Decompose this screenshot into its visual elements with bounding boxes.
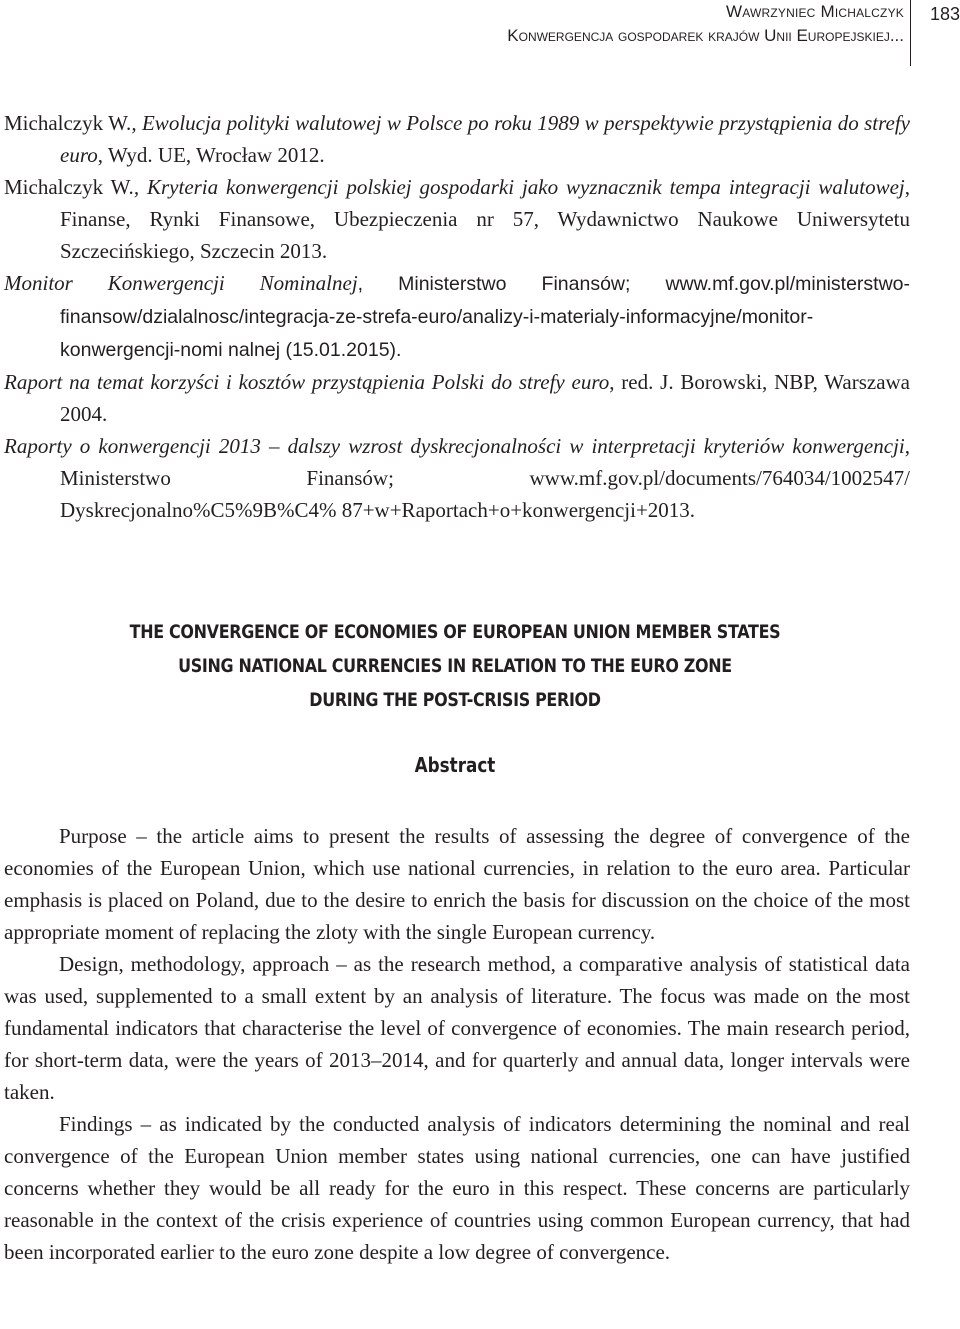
article-title — [73, 615, 837, 717]
page-number: 183 — [930, 4, 960, 24]
reference-item — [4, 107, 910, 171]
reference-title: , Kryteria konwergencji polskiej gospodarki jako wyznacznik tempa integracji walutowej — [133, 175, 905, 199]
header-running-title: Konwergencja gospodarek krajów Unii Europejskiej... — [507, 26, 904, 45]
reference-details: , Wyd. UE, Wrocław 2012. — [97, 143, 325, 167]
abstract-paragraph-purpose: Purpose – the article aims to present the results of assessing the degree of convergence of the economies of the European Union, which use national currencies, in relation to the euro area. Particular emphasis is placed on Poland, due to the desire to enrich the basis for discussion on the choice of the most appropriate moment of replacing the zloty with the single European currency. — [4, 824, 910, 944]
header-author: Wawrzyniec Michalczyk — [725, 2, 904, 21]
reference-item — [4, 171, 910, 267]
references-list — [4, 107, 910, 526]
reference-title: Monitor Konwergencji Nominalnej — [4, 271, 358, 295]
reference-details: , Finanse, Rynki Finansowe, Ubezpieczenia nr 57, Wydawnictwo Naukowe Uniwersytetu Szczecińskiego, Szczecin 2013. — [60, 175, 910, 263]
running-header — [0, 0, 960, 68]
abstract-heading: Abstract — [414, 753, 496, 777]
header-divider — [910, 0, 911, 66]
reference-details: , red. J. Borowski, NBP, Warszawa 2004. — [60, 370, 911, 426]
reference-item — [4, 430, 910, 526]
reference-title: Raporty o konwergencji 2013 – dalszy wzrost dyskrecjonalności w interpretacji kryteriów konwergencji — [4, 434, 905, 458]
reference-author: Michalczyk W. — [4, 111, 132, 135]
reference-title: , Ewolucja polityki walutowej w Polsce po roku 1989 w perspektywie przystąpienia do strefy euro — [60, 111, 910, 167]
reference-details: , Ministerstwo Finansów; www.mf.gov.pl/ministerstwo-finansow/dzialalnosc/integracja-ze-strefa-euro/analizy-i-materialy-informacyjne/monitor-konwergencji-nomi nalnej (15.01.2015). — [60, 273, 910, 361]
reference-details: , Ministerstwo Finansów; www.mf.gov.pl/documents/764034/1002547/ Dyskrecjonalno%C5%9B%C4% 87+w+Raportach+o+konwergencji+2013. — [60, 434, 910, 522]
reference-item — [4, 366, 910, 430]
article-title-line: USING NATIONAL CURRENCIES IN RELATION TO THE EURO ZONE — [178, 655, 732, 677]
reference-title: Raport na temat korzyści i kosztów przystąpienia Polski do strefy euro — [4, 370, 610, 394]
abstract-paragraph-design: Design, methodology, approach – as the research method, a comparative analysis of statistical data was used, supplemented to a small extent by an analysis of literature. The focus was made on the most fundamental indicators that characterise the level of convergence of economies. The main research period, for short-term data, were the years of 2013–2014, and for quarterly and annual data, longer intervals were taken. — [4, 952, 910, 1104]
article-title-line: THE CONVERGENCE OF ECONOMIES OF EUROPEAN UNION MEMBER STATES — [129, 621, 781, 643]
reference-item — [4, 267, 910, 366]
abstract-body — [4, 820, 910, 1268]
reference-author: Michalczyk W. — [4, 175, 134, 199]
abstract-paragraph-findings: Findings – as indicated by the conducted analysis of indicators determining the nominal and real convergence of the European Union member states using national currencies, one can have justified concerns whether they would be all ready for the euro in this respect. These concerns are particularly reasonable in the context of the crisis experience of countries using common European currency, that had been incorporated earlier to the euro zone despite a low degree of convergence. — [4, 1112, 910, 1264]
article-title-line: DURING THE POST-CRISIS PERIOD — [309, 689, 601, 711]
